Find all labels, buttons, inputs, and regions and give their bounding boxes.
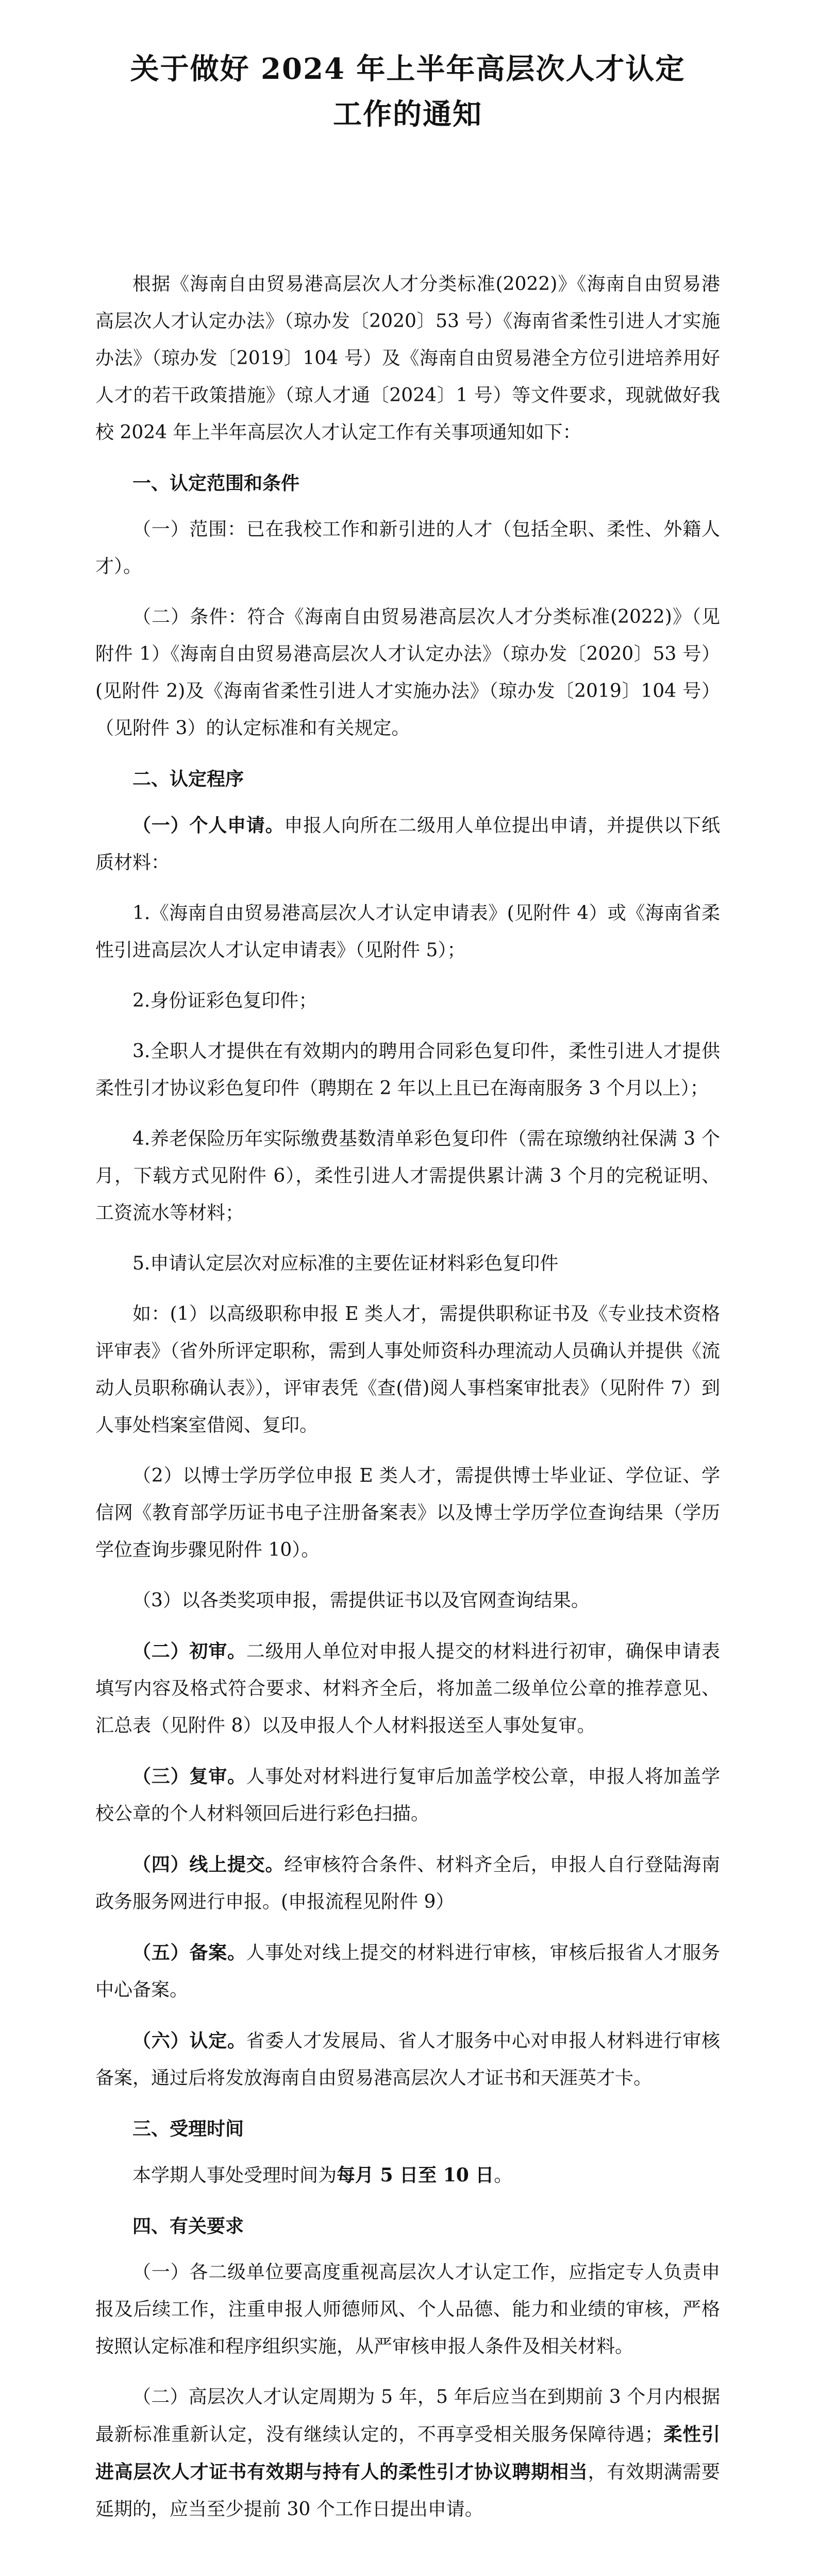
title-line-1: 关于做好 2024 年上半年高层次人才认定: [130, 52, 686, 86]
step-6-paragraph: [95, 2022, 720, 2097]
section-1-heading: 一、认定范围和条件: [132, 472, 300, 494]
intro-paragraph: 根据《海南自由贸易港高层次人才分类标准(2022)》《海南自由贸易港高层次人才认定办法》（琼办发〔2020〕53 号）《海南省柔性引进人才实施办法》（琼办发〔2019〕104 号）及《海南自由贸易港全方位引进培养用好人才的若干政策措施》（琼人才通〔2024〕1 号）等文件要求，现就做好我校 2024 年上半年高层次人才认定工作有关事项通知如下：: [95, 274, 720, 443]
step-2-text: 二级用人单位对申报人提交的材料进行初审，确保申请表填写内容及格式符合要求、材料齐全后，将加盖二级单位公章的推荐意见、汇总表（见附件 8）以及申报人个人材料报送至人事处复审。: [95, 1641, 720, 1736]
document-body: [95, 266, 720, 2576]
requirement-1: （一）各二级单位要高度重视高层次人才认定工作，应指定专人负责申报及后续工作，注重申报人师德师风、个人品德、能力和业绩的审核，严格按照认定标准和程序组织实施，从严审核申报人条件及相关材料。: [95, 2262, 720, 2357]
material-3: 3.全职人才提供在有效期内的聘用合同彩色复印件，柔性引进人才提供柔性引才协议彩色复印件（聘期在 2 年以上且已在海南服务 3 个月以上）；: [95, 1041, 720, 1099]
requirement-2: [95, 2379, 720, 2528]
step-2-label: （二）初审。: [132, 1640, 246, 1662]
requirement-2-text-a: （二）高层次人才认定周期为 5 年，5 年后应当在到期前 3 个月内根据最新标准重新认定，没有继续认定的，不再享受相关服务保障待遇；: [95, 2386, 720, 2445]
acceptance-time-prefix: 本学期人事处受理时间为: [132, 2165, 337, 2186]
step-4-label: （四）线上提交。: [132, 1854, 285, 1875]
step-1-paragraph: [95, 807, 720, 882]
step-1-text: 申报人向所在二级用人单位提出申请，并提供以下纸质材料：: [95, 815, 720, 873]
acceptance-time: [95, 2157, 720, 2194]
step-2-paragraph: [95, 1633, 720, 1744]
step-4-text: 经审核符合条件、材料齐全后，申报人自行登陆海南政务服务网进行申报。(申报流程见附件 9）: [95, 1854, 720, 1912]
acceptance-time-range: 每月 5 日至 10 日: [337, 2164, 494, 2186]
document-title: [95, 46, 720, 137]
section-4-heading: 四、有关要求: [132, 2215, 244, 2237]
material-5: 5.申请认定层次对应标准的主要佐证材料彩色复印件: [132, 1253, 559, 1274]
example-2: （2）以博士学历学位申报 E 类人才，需提供博士毕业证、学位证、学信网《教育部学历证书电子注册备案表》以及博士学历学位查询结果（学历学位查询步骤见附件 10）。: [95, 1465, 720, 1561]
step-3-text: 人事处对材料进行复审后加盖学校公章，申报人将加盖学校公章的个人材料领回后进行彩色扫描。: [95, 1766, 720, 1824]
requirement-2-bold: 柔性引进高层次人才证书有效期与持有人的柔性引才协议聘期相当: [95, 2424, 720, 2483]
section-3-heading: 三、受理时间: [132, 2118, 244, 2140]
step-6-text: 省委人才发展局、省人才服务中心对申报人材料进行审核备案，通过后将发放海南自由贸易港高层次人才证书和天涯英才卡。: [95, 2030, 720, 2089]
step-5-label: （五）备案。: [132, 1942, 246, 1963]
step-4-paragraph: [95, 1846, 720, 1921]
step-3-label: （三）复审。: [132, 1766, 246, 1787]
section-1-scope: （一）范围：已在我校工作和新引进的人才（包括全职、柔性、外籍人才）。: [95, 519, 720, 577]
material-1: 1.《海南自由贸易港高层次人才认定申请表》(见附件 4）或《海南省柔性引进高层次人才认定申请表》（见附件 5）；: [95, 903, 720, 961]
step-1-label: （一）个人申请。: [132, 815, 285, 836]
step-5-paragraph: [95, 1934, 720, 2009]
section-2-heading: 二、认定程序: [132, 768, 244, 790]
section-1-conditions: （二）条件：符合《海南自由贸易港高层次人才分类标准(2022)》（见附件 1）《海南自由贸易港高层次人才认定办法》（琼办发〔2020〕53 号）(见附件 2)及《海南省柔性引进人才实施办法》（琼办发〔2019〕104 号）（见附件 3）的认定标准和有关规定。: [95, 606, 720, 739]
title-line-2: 工作的通知: [333, 97, 482, 131]
step-5-text: 人事处对线上提交的材料进行审核，审核后报省人才服务中心备案。: [95, 1942, 720, 2001]
material-4: 4.养老保险历年实际缴费基数清单彩色复印件（需在琼缴纳社保满 3 个月，下载方式见附件 6），柔性引进人才需提供累计满 3 个月的完税证明、工资流水等材料；: [95, 1128, 720, 1224]
step-3-paragraph: [95, 1758, 720, 1833]
example-1: 如：(1）以高级职称申报 E 类人才，需提供职称证书及《专业技术资格评审表》（省外所评定职称，需到人事处师资科办理流动人员确认并提供《流动人员职称确认表》），评审表凭《查(借)阅人事档案审批表》（见附件 7）到人事处档案室借阅、复印。: [95, 1303, 720, 1436]
step-6-label: （六）认定。: [132, 2030, 246, 2052]
example-3: （3）以各类奖项申报，需提供证书以及官网查询结果。: [132, 1590, 590, 1611]
material-2: 2.身份证彩色复印件；: [132, 990, 318, 1011]
acceptance-time-suffix: 。: [494, 2165, 513, 2186]
requirement-2-text-b: ，有效期满需要延期的，应当至少提前 30 个工作日提出申请。: [95, 2462, 720, 2520]
